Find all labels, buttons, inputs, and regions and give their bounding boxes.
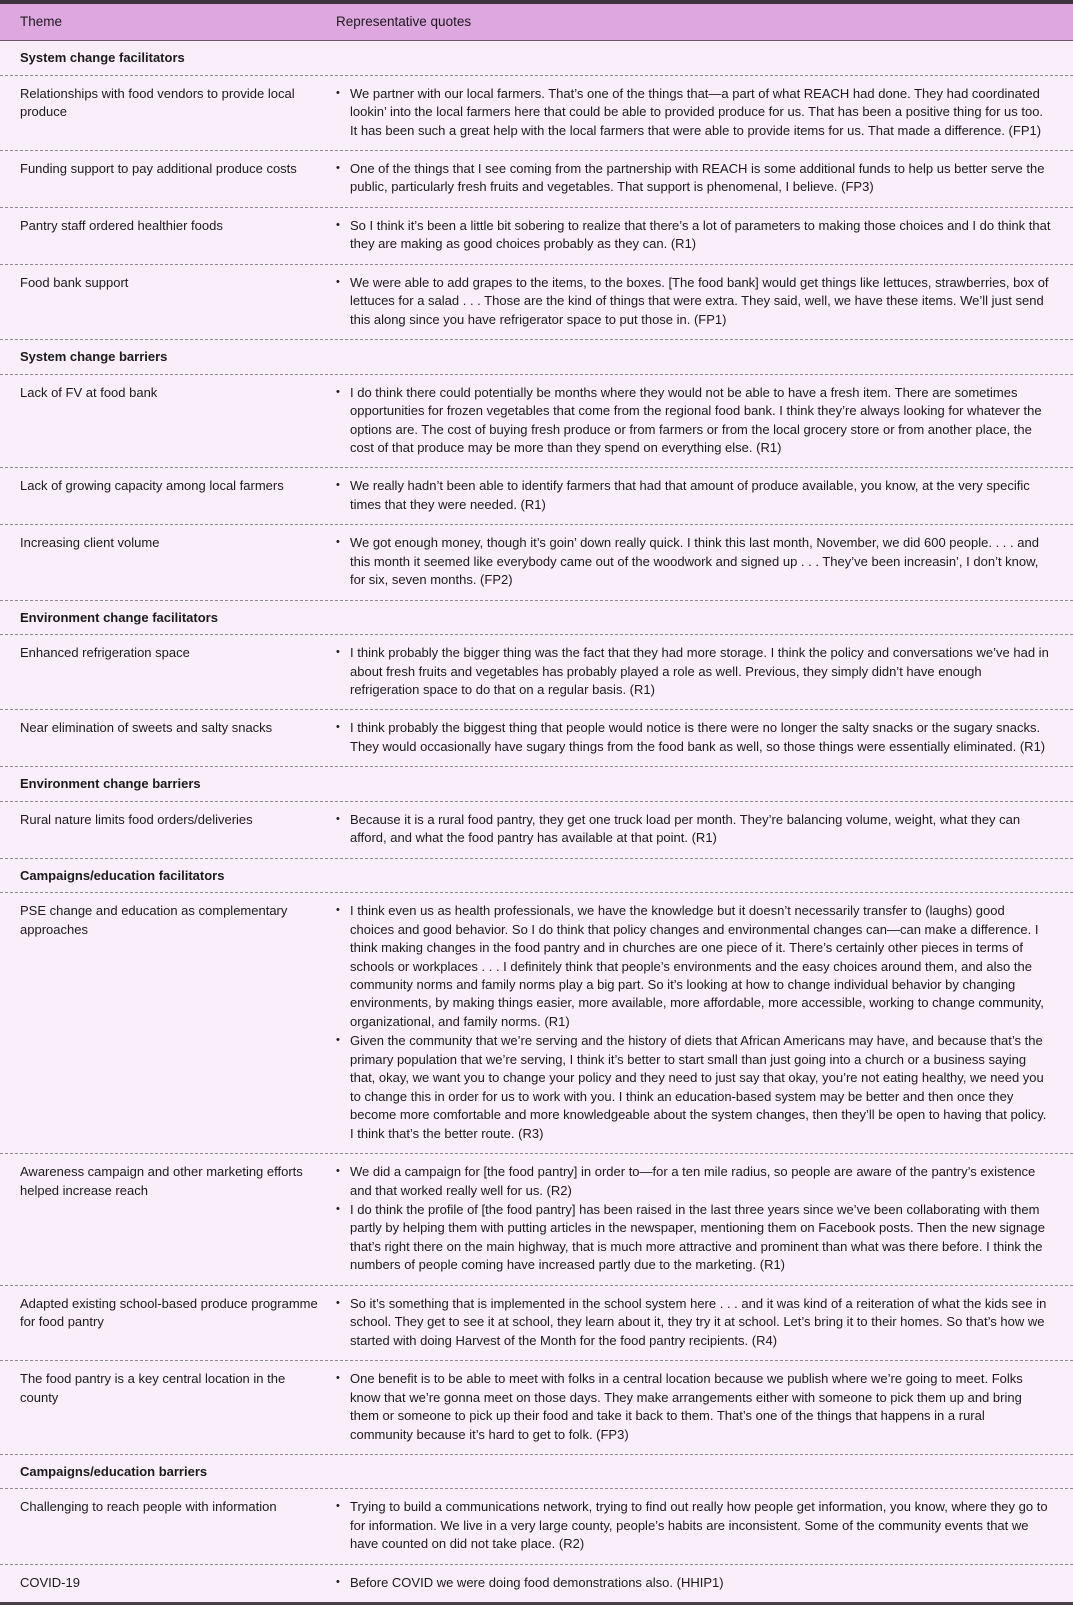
- section-title: Environment change barriers: [20, 776, 201, 792]
- quotes-cell: [336, 719, 1073, 756]
- bullet-icon: •: [336, 1372, 340, 1385]
- quote-item: [336, 1295, 1051, 1350]
- quotes-cell: [336, 217, 1073, 254]
- quote-text: One of the things that I see coming from the partnership with REACH is some additional funds to help us better serve the public, particularly fresh fruits and vegetables. That support is phenomenal, I believe. (FP3): [350, 160, 1045, 195]
- quote-item: [336, 274, 1051, 329]
- table-row: [0, 1488, 1073, 1563]
- theme-cell: Funding support to pay additional produce costs: [20, 160, 297, 176]
- quotes-cell: [336, 534, 1073, 589]
- quote-text: Given the community that we’re serving and the history of diets that African Americans may have, and because that’s the primary population that we’re serving, I think it’s better to start small than just going into a church or a business saying that, okay, we want you to change your policy and they need to just say that okay, you’re not eating healthy, we need you to change this in order for us to work with you. I think an education-based system may be better and then once they become more comfortable and more knowledgeable about the system changes, then they’ll be open to having that policy. I think that’s the better route. (R3): [350, 1033, 1047, 1141]
- quotes-cell: [336, 1163, 1073, 1275]
- section-title: System change barriers: [20, 349, 168, 365]
- bullet-icon: •: [336, 1500, 340, 1513]
- table-row: [0, 150, 1073, 207]
- bullet-icon: •: [336, 86, 340, 99]
- quotes-cell: [336, 85, 1073, 140]
- theme-cell: Increasing client volume: [20, 535, 160, 551]
- quote-item: [336, 644, 1051, 699]
- quote-item: [336, 384, 1051, 458]
- bullet-icon: •: [336, 1575, 340, 1588]
- section-header-row: [0, 600, 1073, 634]
- table-body: [0, 41, 1073, 1602]
- quote-text: We really hadn’t been able to identify farmers that had that amount of produce available, you know, at the very specific times that they were needed. (R1): [350, 478, 1030, 512]
- theme-cell: Relationships with food vendors to provide local produce: [20, 85, 295, 120]
- theme-cell: Enhanced refrigeration space: [20, 645, 190, 661]
- quotes-cell: [336, 1574, 1073, 1592]
- quotes-cell: [336, 811, 1073, 848]
- quote-text: Before COVID we were doing food demonstrations also. (HHIP1): [350, 1574, 724, 1590]
- quote-item: [336, 534, 1051, 589]
- theme-cell: PSE change and education as complementary approaches: [20, 903, 288, 937]
- quote-text: Because it is a rural food pantry, they get one truck load per month. They’re balancing volume, weight, what they can afford, and what the food pantry has available at that point. (R1): [350, 811, 1021, 846]
- table-row: [0, 892, 1073, 1153]
- quote-text: One benefit is to be able to meet with folks in a central location because we publish where we’re going to meet. Folks know that we’re gonna meet on those days. They make arrangements either with someone to pick them up and bring them or someone to pick up their food and take it back to them. That’s one of the things that happens in a rural community because it’s hard to get to folk. (FP3): [350, 1371, 1023, 1442]
- quote-text: So it’s something that is implemented in the school system here . . . and it was kind of a reiteration of what the kids see in school. They get to see it at school, they learn about it, they try it at school. Let’s bring it to their homes. So that’s how we started with doing Harvest of the Month for the food pantry recipients. (R4): [350, 1295, 1047, 1348]
- theme-cell: Food bank support: [20, 274, 129, 290]
- quote-text: I think probably the biggest thing that people would notice is there were no longer the salty snacks or the sugary snacks. They would occasionally have sugary things from the food bank as well, so those things were essentially eliminated. (R1): [350, 720, 1046, 754]
- table-row: [0, 801, 1073, 858]
- quote-item: [336, 477, 1051, 514]
- table-row: [0, 374, 1073, 468]
- quote-text: I think probably the bigger thing was the fact that they had more storage. I think the policy and conversations we’ve had in about fresh fruits and vegetables has probably played a role as well. Previous, they simply didn’t have enough refrigeration space to do that on a regular basis. (R1): [350, 645, 1049, 698]
- table-row: [0, 75, 1073, 150]
- theme-cell: Challenging to reach people with information: [20, 1499, 277, 1515]
- quote-item: [336, 1201, 1051, 1275]
- quote-text: We got enough money, though it’s goin’ down really quick. I think this last month, November, we did 600 people. . . . and this month it seemed like everybody came out of the woodwork and signed up . . . They’ve been increasin’, I don’t know, for six, seven months. (FP2): [350, 535, 1039, 588]
- theme-cell: COVID-19: [20, 1574, 80, 1590]
- quote-text: Trying to build a communications network, trying to find out really how people get information, you know, where they go to for information. We live in a very large county, people’s habits are inconsistent. Some of the community events that we have counted on did not take place. (R2): [350, 1499, 1048, 1552]
- table-row: [0, 1153, 1073, 1285]
- bullet-icon: •: [336, 812, 340, 825]
- bullet-icon: •: [336, 646, 340, 659]
- quote-text: I do think the profile of [the food pantry] has been raised in the last three years since we’ve been collaborating with them partly by helping them with putting articles in the newspaper, mentioning them on Facebook posts. Then the new signage that’s right there on the main highway, that is much more attractive and prominent than what was there before. I think the numbers of people coming have increased partly due to the marketing. (R1): [350, 1202, 1045, 1273]
- section-header-row: [0, 766, 1073, 800]
- table-row: [0, 264, 1073, 339]
- quote-item: [336, 160, 1051, 197]
- quotes-column-header: Representative quotes: [336, 14, 472, 29]
- table-row: [0, 467, 1073, 524]
- quotes-cell: [336, 1295, 1073, 1350]
- quote-item: [336, 1370, 1051, 1444]
- table-row: [0, 1564, 1073, 1602]
- theme-column-header: Theme: [20, 14, 63, 29]
- section-header-row: [0, 858, 1073, 892]
- table-row: [0, 634, 1073, 709]
- section-header-row: [0, 41, 1073, 74]
- quote-text: I do think there could potentially be months where they would not be able to have a fresh item. There are sometimes opportunities for frozen vegetables that come from the regional food bank. I think they’re always looking for whatever the options are. The cost of buying fresh produce or from farmers or from the local grocery store or from another place, the cost of that produce may be more than they spend on everything else. (R1): [350, 384, 1042, 455]
- quote-text: We were able to add grapes to the items, to the boxes. [The food bank] would get things like lettuces, strawberries, box of lettuces for a salad . . . Those are the kind of things that were extra. They said, well, we have these items. We’ll just send this along since you have refrigerator space to put those in. (FP1): [350, 274, 1049, 327]
- bullet-icon: •: [336, 1203, 340, 1215]
- quote-text: So I think it’s been a little bit sobering to realize that there’s a lot of parameters to making those choices and I do think that they are making as good choices probably as they can. (R1): [350, 217, 1051, 252]
- bullet-icon: •: [336, 1296, 340, 1309]
- quote-text: We did a campaign for [the food pantry] in order to—for a ten mile radius, so people are aware of the pantry’s existence and that worked really well for us. (R2): [350, 1164, 1036, 1198]
- quote-item: [336, 1032, 1051, 1143]
- quote-item: [336, 85, 1051, 140]
- quotes-cell: [336, 1370, 1073, 1444]
- section-title: System change facilitators: [20, 50, 185, 66]
- section-title: Campaigns/education barriers: [20, 1463, 208, 1479]
- bullet-icon: •: [336, 218, 340, 231]
- bullet-icon: •: [336, 479, 340, 492]
- quote-text: I think even us as health professionals, we have the knowledge but it doesn’t necessarily transfer to (laughs) good choices and good behavior. So I do think that policy changes and environmental changes can—can make a difference. I think making changes in the food pantry and in churches are one piece of it. There’s certainly other pieces in terms of schools or workplaces . . . I definitely think that people’s environments and the easy choices around them, and also the community norms and family norms play a big part. So it’s looking at how to change individual behavior by changing environments, by making things easier, more available, more affordable, more accessible, working to change community, organizational, and family norms. (R1): [350, 903, 1044, 1029]
- bullet-icon: •: [336, 1034, 340, 1047]
- quote-item: [336, 1163, 1051, 1200]
- quote-item: [336, 719, 1051, 756]
- quotes-cell: [336, 644, 1073, 699]
- quote-item: [336, 1498, 1051, 1553]
- bullet-icon: •: [336, 721, 340, 734]
- bullet-icon: •: [336, 1165, 340, 1178]
- quote-item: [336, 811, 1051, 848]
- bullet-icon: •: [336, 536, 340, 549]
- quote-text: We partner with our local farmers. That’s one of the things that—a part of what REACH had done. They had coordinated lookin’ into the local farmers here that could be able to provided produce for us. That has been a positive thing for us too. It has been such a great help with the local farmers that were able to provide items for us. That made a difference. (FP1): [350, 85, 1044, 138]
- section-title: Campaigns/education facilitators: [20, 867, 225, 883]
- table-header-row: [0, 4, 1073, 41]
- quote-item: [336, 1574, 1051, 1592]
- quote-item: [336, 902, 1051, 1031]
- section-header-row: [0, 339, 1073, 373]
- theme-cell: Lack of FV at food bank: [20, 384, 158, 400]
- quote-item: [336, 217, 1051, 254]
- bullet-icon: •: [336, 385, 340, 398]
- table-row: [0, 1360, 1073, 1454]
- theme-cell: The food pantry is a key central location in the county: [20, 1371, 286, 1405]
- table-row: [0, 709, 1073, 766]
- table-row: [0, 524, 1073, 599]
- quotes-cell: [336, 274, 1073, 329]
- theme-cell: Pantry staff ordered healthier foods: [20, 217, 223, 233]
- theme-cell: Rural nature limits food orders/deliveries: [20, 811, 253, 827]
- bullet-icon: •: [336, 904, 340, 917]
- section-title: Environment change facilitators: [20, 609, 218, 625]
- theme-cell: Near elimination of sweets and salty snacks: [20, 720, 273, 736]
- bullet-icon: •: [336, 275, 340, 288]
- quotes-cell: [336, 160, 1073, 197]
- table-row: [0, 1285, 1073, 1360]
- quotes-cell: [336, 902, 1073, 1143]
- quotes-cell: [336, 477, 1073, 514]
- bullet-icon: •: [336, 161, 340, 174]
- theme-cell: Lack of growing capacity among local farmers: [20, 478, 284, 494]
- quotes-cell: [336, 1498, 1073, 1553]
- theme-cell: Adapted existing school-based produce programme for food pantry: [20, 1295, 318, 1330]
- table-row: [0, 207, 1073, 264]
- quotes-cell: [336, 384, 1073, 458]
- theme-cell: Awareness campaign and other marketing efforts helped increase reach: [20, 1164, 303, 1198]
- section-header-row: [0, 1454, 1073, 1488]
